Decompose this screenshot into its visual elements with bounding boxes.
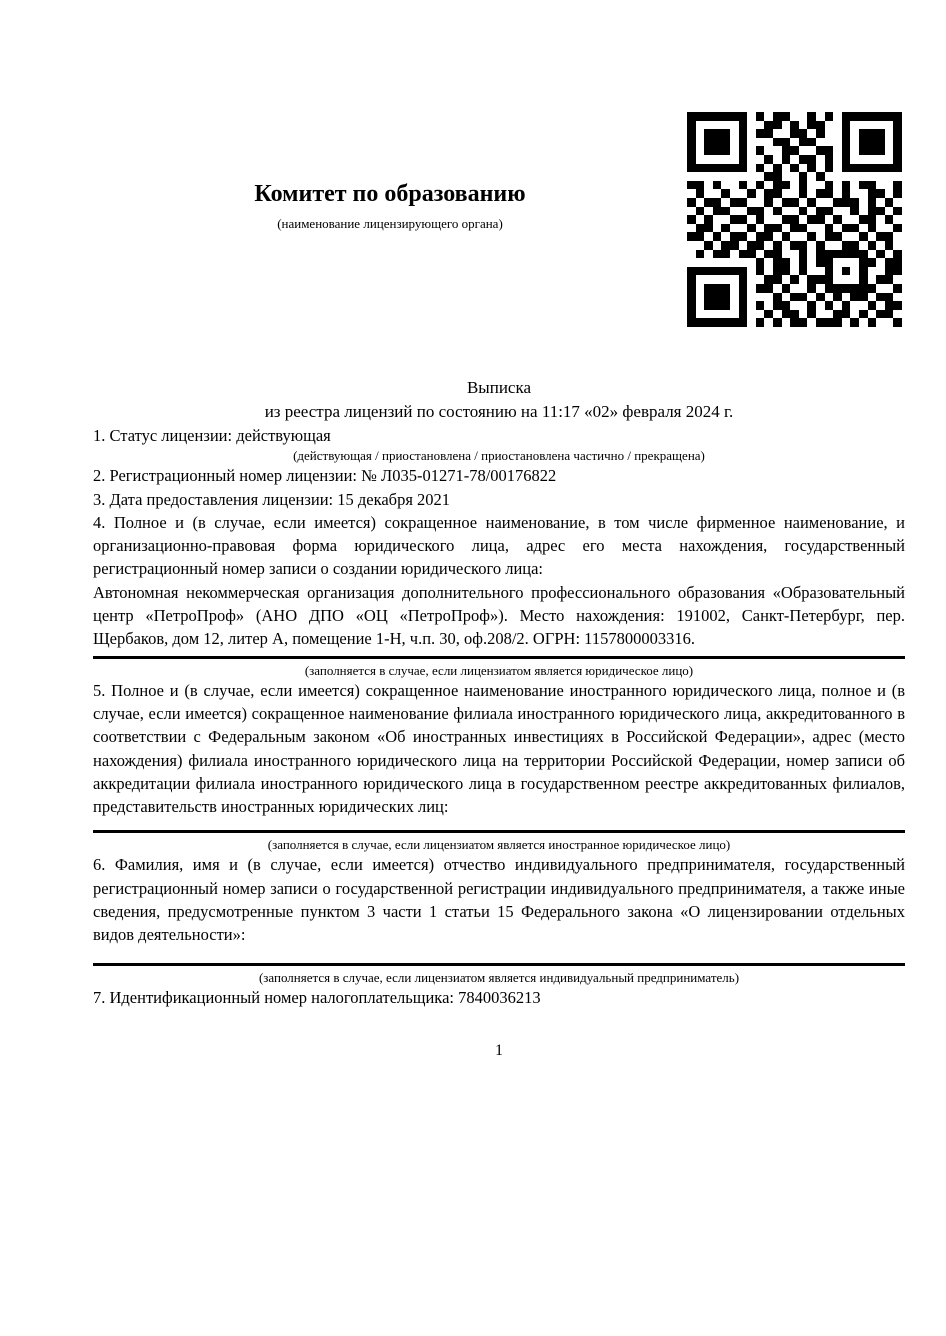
document-title: [93, 376, 905, 424]
document-page: [93, 0, 905, 1060]
licensing-authority-name: Комитет по образованию: [254, 181, 526, 207]
field-license-status: 1. Статус лицензии: действующая: [93, 426, 331, 445]
field-entrepreneur-question: 6. Фамилия, имя и (в случае, если имеется) отчество индивидуального предпринимателя, государственный регистрационный номер записи о государственной регистрации индивидуального предпринимателя, а также иные сведения, предусмотренные пунктом 3 части 1 статьи 15 Федерального закона «О лицензировании отдельных видов деятельности»:: [93, 855, 905, 945]
field-foreign-entity-question: 5. Полное и (в случае, если имеется) сокращенное наименование иностранного юридического лица, полное и (в случае, если имеется) сокращенное наименование филиала иностранного юридического лица, аккредитованного в соответствии с Федеральным законом «Об иностранных инвестициях в Российской Федерации», адрес (место нахождения) филиала иностранного юридического лица на территории Российской Федерации, номер записи об аккредитации филиала иностранного юридического лица в государственном реестре аккредитованных филиалов, представительств иностранных юридических лиц:: [93, 680, 905, 817]
field-entrepreneur-caption: (заполняется в случае, если лицензиатом является индивидуальный предприниматель): [258, 969, 740, 985]
blank-answer-line: [93, 963, 905, 966]
document-header: [93, 0, 905, 376]
licensing-authority-caption: (наименование лицензирующего органа): [277, 216, 503, 231]
qr-code-icon: [687, 112, 902, 327]
licensing-authority-block: [93, 180, 687, 232]
separator-line: [93, 656, 905, 659]
field-grant-date: 3. Дата предоставления лицензии: 15 декабря 2021: [93, 489, 451, 509]
field-taxpayer-number: 7. Идентификационный номер налогоплательщика: 7840036213: [93, 987, 541, 1007]
field-legal-entity-caption: (заполняется в случае, если лицензиатом является юридическое лицо): [304, 662, 694, 678]
field-legal-entity-answer: Автономная некоммерческая организация дополнительного профессионального образования «Образовательный центр «ПетроПроф» (АНО ДПО «ОЦ «ПетроПроф»). Место нахождения: 191002, Санкт-Петербург, пер. Щербаков, дом 12, литер А, помещение 1-Н, ч.п. 30, оф.208/2. ОГРН: 1157800003316.: [93, 582, 905, 649]
document-title-line1: Выписка: [466, 378, 532, 397]
field-license-status-caption: (действующая / приостановлена / приостановлена частично / прекращена): [293, 448, 705, 464]
blank-answer-line: [93, 830, 905, 833]
document-title-line2: из реестра лицензий по состоянию на 11:17 «02» февраля 2024 г.: [264, 402, 734, 421]
field-legal-entity-question: 4. Полное и (в случае, если имеется) сокращенное наименование, в том числе фирменное наименование, и организационно-правовая форма юридического лица, адрес его места нахождения, государственный регистрационный номер записи о создании юридического лица:: [93, 512, 905, 579]
page-number: 1: [495, 1041, 503, 1059]
field-registration-number: 2. Регистрационный номер лицензии: № Л035-01271-78/00176822: [93, 466, 557, 486]
field-foreign-entity-caption: (заполняется в случае, если лицензиатом является иностранное юридическое лицо): [267, 837, 731, 853]
